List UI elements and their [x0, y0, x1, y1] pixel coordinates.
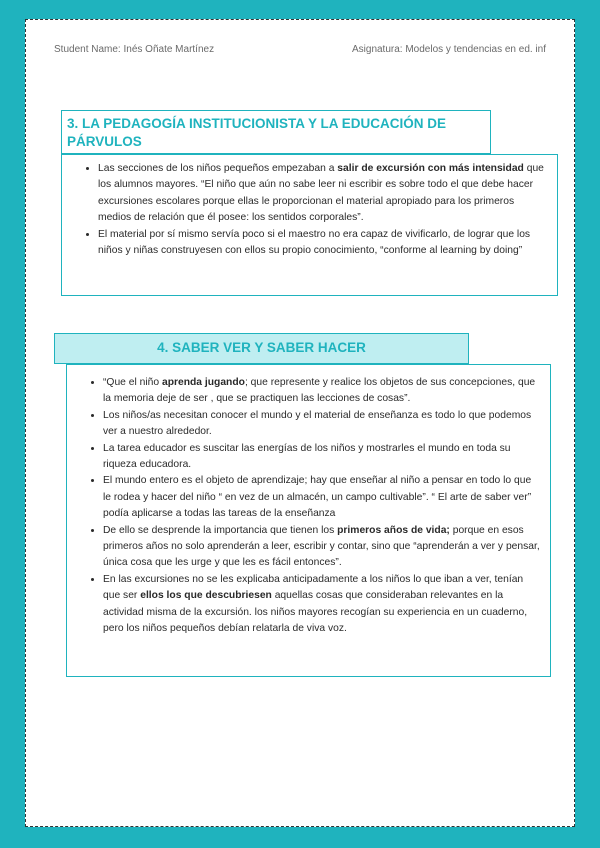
list-item: • La tarea educador es suscitar las energías de los niños y mostrarles el mundo en toda su riqueza educadora.	[103, 441, 540, 474]
section-4-box	[66, 364, 551, 677]
list-item: • “Que el niño aprenda jugando; que represente y realice los objetos de sus concepciones, que la memoria deje de ser , que se practiquen las lecciones de cosas”.	[103, 375, 540, 408]
subject-name: Asignatura: Modelos y tendencias en ed. inf	[351, 44, 546, 55]
list-item: • De ello se desprende la importancia que tienen los primeros años de vida; porque en esos primeros años no solo aprenderán a leer, escribir y contar, sino que “aprenderán a ver y pensar, única cosa que les urge y que les es fácil entonces”.	[103, 523, 540, 572]
section-3-box	[61, 154, 558, 296]
list-item: • El mundo entero es el objeto de aprendizaje; hay que enseñar al niño a pensar en todo lo que le rodea y hacer del niño “ en vez de un almacén, un campo cultivable”. “ El arte de saber ver” podía aplicarse a todas las tareas de la enseñanza	[103, 473, 540, 522]
section-4-list	[67, 375, 540, 638]
list-item: • En las excursiones no se les explicaba anticipadamente a los niños lo que iban a ver, tenían que ser ellos los que descubriesen aquellas cosas que consideraban relevantes en la actividad misma de la excursión. los niños mayores recogían su experiencia en un cuaderno, pero los niños pequeños debían relatarla de viva voz.	[103, 572, 540, 638]
list-item: • Las secciones de los niños pequeños empezaban a salir de excursión con más intensidad que los alumnos mayores. “El niño que aún no sabe leer ni escribir es sobre todo el que debe hacer excursiones escolares porque ellas le proporcionan el material apropiado para los primeros medios de relación que él posee: los sentidos corporales”.	[98, 161, 545, 227]
section-3-list	[62, 161, 545, 259]
document-page	[25, 19, 575, 827]
student-name: Student Name: Inés Oñate Martínez	[54, 44, 215, 55]
section-3-title: 3. LA PEDAGOGÍA INSTITUCIONISTA Y LA EDUCACIÓN DE PÁRVULOS	[61, 110, 491, 154]
section-4-title: 4. SABER VER Y SABER HACER	[54, 333, 469, 364]
list-item: • Los niños/as necesitan conocer el mundo y el material de enseñanza es todo lo que podemos ver a nuestro alrededor.	[103, 408, 540, 441]
list-item: • El material por sí mismo servía poco si el maestro no era capaz de vivificarlo, de lograr que los niños y niñas construyesen con ellos su propio conocimiento, “conforme al learning by doing”	[98, 227, 545, 260]
